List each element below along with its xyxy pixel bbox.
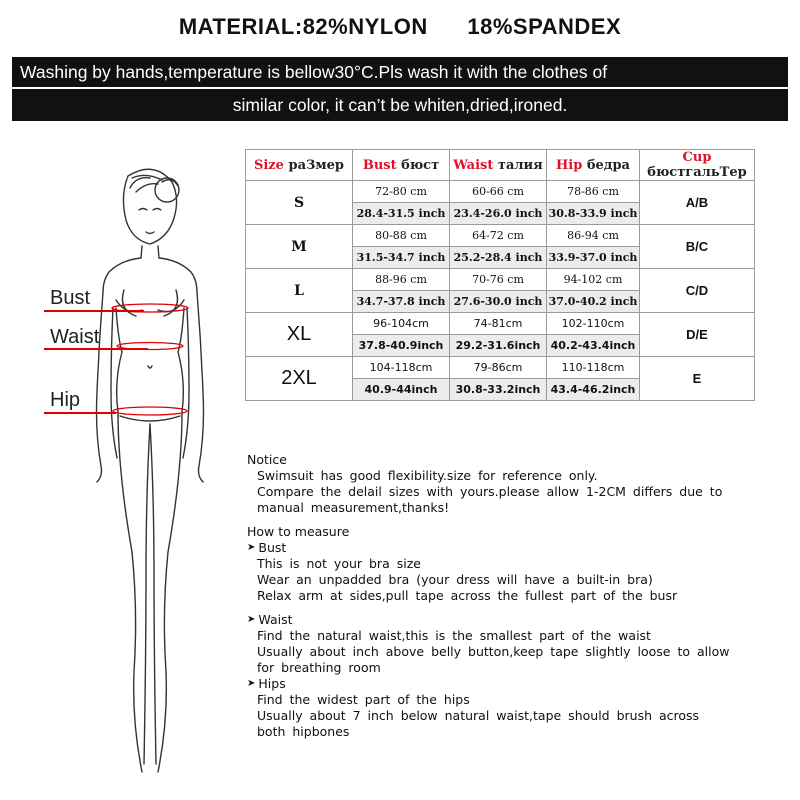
bust-cm-cell: 104-118cm <box>353 357 450 379</box>
waist-instruction: Usually about inch above belly button,keep tape slightly loose to allow <box>257 644 730 659</box>
hip-cm-cell: 78-86 cm <box>547 181 640 203</box>
cup-cell: A/B <box>640 181 755 225</box>
hip-line <box>44 412 116 414</box>
notice-line: manual measurement,thanks! <box>257 500 450 515</box>
bust-inch-cell: 31.5-34.7 inch <box>353 247 450 269</box>
hips-instruction: Usually about 7 inch below natural waist,tape should brush across <box>257 708 700 723</box>
waist-instruction: for breathing room <box>257 660 381 675</box>
header-size: Size paЗмеp <box>246 150 353 181</box>
arrow-icon: ➤ <box>247 542 256 553</box>
arrow-icon: ➤ <box>247 678 256 689</box>
size-cell: S <box>246 181 353 225</box>
notice-line: Compare the delail sizes with yours.please allow 1-2CM differs due to <box>257 484 723 499</box>
bust-cm-cell: 96-104cm <box>353 313 450 335</box>
arrow-icon: ➤ <box>247 614 256 625</box>
hip-cm-cell: 110-118cm <box>547 357 640 379</box>
hip-cm-cell: 94-102 cm <box>547 269 640 291</box>
bust-inch-cell: 34.7-37.8 inch <box>353 291 450 313</box>
cup-cell: B/C <box>640 225 755 269</box>
washing-instructions-line-1: Washing by hands,temperature is bellow30°C.Pls wash it with the clothes of <box>12 57 788 87</box>
bust-inch-cell: 40.9-44inch <box>353 379 450 401</box>
hip-marker <box>113 407 187 415</box>
bust-inch-cell: 37.8-40.9inch <box>353 335 450 357</box>
size-cell: 2XL <box>246 357 353 401</box>
waist-label: Waist <box>50 326 100 348</box>
waist-cm-cell: 79-86cm <box>450 357 547 379</box>
body-measurement-figure <box>40 148 240 796</box>
bust-cm-cell: 72-80 cm <box>353 181 450 203</box>
figure-body <box>97 246 204 772</box>
hip-inch-cell: 40.2-43.4inch <box>547 335 640 357</box>
material-heading: MATERIAL:82%NYLON 18%SPANDEX <box>178 14 622 39</box>
hip-cm-cell: 86-94 cm <box>547 225 640 247</box>
measure-markers <box>112 304 188 415</box>
size-cell: M <box>246 225 353 269</box>
table-row-l-cm <box>246 269 755 291</box>
waist-inch-cell: 29.2-31.6inch <box>450 335 547 357</box>
hips-instruction: Find the widest part of the hips <box>257 692 470 707</box>
waist-cm-cell: 60-66 cm <box>450 181 547 203</box>
bust-cm-cell: 80-88 cm <box>353 225 450 247</box>
waist-instruction: Find the natural waist,this is the smallest part of the waist <box>257 628 651 643</box>
table-header-row <box>246 150 755 181</box>
cup-cell: E <box>640 357 755 401</box>
header-cup: Cup бюстгальТер <box>640 150 755 181</box>
bust-line <box>44 310 144 312</box>
waist-inch-cell: 23.4-26.0 inch <box>450 203 547 225</box>
figure-head <box>123 169 179 244</box>
header-hip: Hip бедра <box>547 150 640 181</box>
table-row-s-cm <box>246 181 755 203</box>
table-row-2xl-cm <box>246 357 755 379</box>
waist-inch-cell: 25.2-28.4 inch <box>450 247 547 269</box>
size-cell: L <box>246 269 353 313</box>
bust-instruction: Relax arm at sides,pull tape across the fullest part of the busr <box>257 588 678 603</box>
waist-heading: ➤ Waist <box>247 612 293 627</box>
hip-cm-cell: 102-110cm <box>547 313 640 335</box>
waist-cm-cell: 70-76 cm <box>450 269 547 291</box>
waist-line <box>44 348 148 350</box>
waist-cm-cell: 74-81cm <box>450 313 547 335</box>
cup-cell: D/E <box>640 313 755 357</box>
table-row-m-cm <box>246 225 755 247</box>
notice-line: Swimsuit has good flexibility.size for reference only. <box>257 468 598 483</box>
size-chart-table <box>245 149 755 401</box>
notice-title: Notice <box>247 452 287 467</box>
bust-heading: ➤ Bust <box>247 540 287 555</box>
header-bust: Bust бюст <box>353 150 450 181</box>
bust-cm-cell: 88-96 cm <box>353 269 450 291</box>
hips-instruction: both hipbones <box>257 724 350 739</box>
hip-inch-cell: 43.4-46.2inch <box>547 379 640 401</box>
waist-inch-cell: 27.6-30.0 inch <box>450 291 547 313</box>
hip-label: Hip <box>50 389 81 411</box>
hip-inch-cell: 30.8-33.9 inch <box>547 203 640 225</box>
table-row-xl-cm <box>246 313 755 335</box>
bust-instruction: This is not your bra size <box>257 556 421 571</box>
waist-cm-cell: 64-72 cm <box>450 225 547 247</box>
how-to-measure-title: How to measure <box>247 524 350 539</box>
bust-inch-cell: 28.4-31.5 inch <box>353 203 450 225</box>
header-waist: Waist талия <box>450 150 547 181</box>
bust-instruction: Wear an unpadded bra (your dress will have a built-in bra) <box>257 572 653 587</box>
hip-inch-cell: 37.0-40.2 inch <box>547 291 640 313</box>
cup-cell: C/D <box>640 269 755 313</box>
notes-section <box>247 452 787 740</box>
washing-instructions-line-2: similar color, it can’t be whiten,dried,ironed. <box>12 89 788 121</box>
hips-heading: ➤ Hips <box>247 676 286 691</box>
size-cell: XL <box>246 313 353 357</box>
hip-inch-cell: 33.9-37.0 inch <box>547 247 640 269</box>
bust-label: Bust <box>50 287 91 309</box>
waist-inch-cell: 30.8-33.2inch <box>450 379 547 401</box>
